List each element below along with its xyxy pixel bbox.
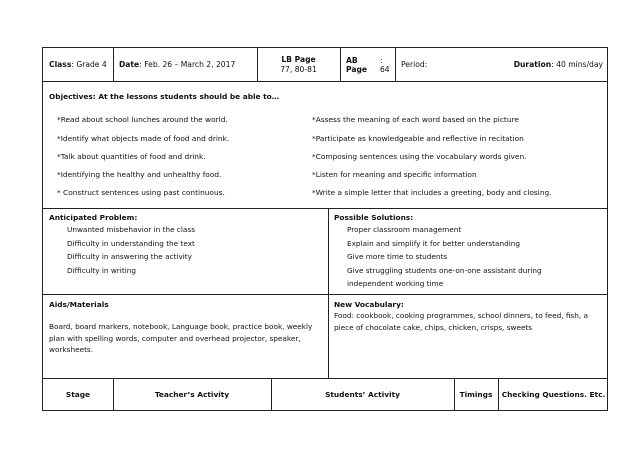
- objective-right-3: *Composing sentences using the vocabulary words given.: [312, 152, 527, 161]
- aids-heading: Aids/Materials: [49, 300, 109, 309]
- students-activity-header: Students’ Activity: [325, 390, 400, 399]
- duration-label: Duration: [513, 60, 552, 69]
- solution-item-1: Proper classroom management: [347, 225, 462, 234]
- possible-solutions: [334, 212, 604, 291]
- ab-page-cell: [346, 48, 394, 81]
- duration-value: : 40 mins/day: [551, 60, 603, 69]
- checking-questions-header: Checking Questions. Etc.: [501, 390, 606, 399]
- problem-item-2: Difficulty in understanding the text: [67, 238, 195, 248]
- objective-left-2: *Identify what objects made of food and drink.: [57, 134, 230, 143]
- lb-page-cell: [257, 48, 340, 81]
- objective-left-1: *Read about school lunches around the world.: [57, 115, 228, 124]
- problem-item-4: Difficulty in writing: [67, 265, 136, 275]
- date-cell: [119, 48, 257, 81]
- duration-cell: [493, 48, 603, 81]
- objective-right-4: *Listen for meaning and specific information: [312, 170, 477, 179]
- vocabulary-text: Food: cookbook, cooking programmes, school dinners, to feed, fish, a piece of chocolate cake, chips, chicken, crisps, sweets: [334, 311, 588, 332]
- activity-header-row: [42, 378, 608, 411]
- objective-left-3: *Talk about quantities of food and drink.: [57, 152, 206, 161]
- teacher-activity-header: Teacher’s Activity: [154, 390, 230, 399]
- objective-left-4: *Identifying the healthy and unhealthy food.: [57, 170, 222, 179]
- new-vocabulary: [334, 299, 604, 333]
- ab-page-label: AB Page: [346, 55, 368, 74]
- objective-left-5: * Construct sentences using past continuous.: [57, 188, 225, 197]
- anticipated-problems: [49, 212, 324, 277]
- aids-text: Board, board markers, notebook, Language book, practice book, weekly plan with spelling words, computer and overhead projector, speaker, worksheets.: [49, 322, 313, 355]
- lb-page-title: LB Page: [281, 54, 316, 64]
- class-value: : Grade 4: [71, 60, 107, 69]
- date-label: Date: [119, 60, 140, 69]
- stage-header: Stage: [65, 390, 91, 399]
- problems-solutions-row: [42, 208, 608, 295]
- problem-item-3: Difficulty in answering the activity: [67, 252, 192, 262]
- solution-item-5: independent working time: [347, 279, 444, 289]
- objective-right-5: *Write a simple letter that includes a greeting, body and closing.: [312, 188, 552, 197]
- class-label: Class: [49, 60, 72, 69]
- lb-page-value: 77, 80-81: [280, 64, 317, 74]
- timings-header: Timings: [459, 390, 493, 399]
- class-cell: [49, 48, 113, 81]
- vocabulary-heading: New Vocabulary:: [334, 300, 404, 309]
- header-row: [42, 47, 608, 82]
- aids-materials: [49, 299, 325, 356]
- objective-right-1: *Assess the meaning of each word based on the picture: [312, 115, 519, 124]
- aids-vocabulary-row: [42, 294, 608, 379]
- objectives-heading: Objectives: At the lessons students should be able to…: [49, 92, 280, 101]
- problem-item-1: Unwanted misbehavior in the class: [67, 225, 195, 234]
- solution-item-3: Give more time to students: [347, 252, 448, 262]
- ab-page-value: : 64: [379, 55, 390, 74]
- problems-heading: Anticipated Problem:: [49, 213, 138, 222]
- date-value: : Feb. 26 – March 2, 2017: [139, 60, 236, 69]
- objectives-section: [42, 81, 608, 209]
- period-cell: [401, 48, 501, 81]
- solutions-heading: Possible Solutions:: [334, 213, 414, 222]
- period-label: Period:: [401, 60, 428, 69]
- objective-right-2: *Participate as knowledgeable and reflective in recitation: [312, 134, 524, 143]
- solution-item-2: Explain and simplify it for better understanding: [347, 238, 521, 248]
- solution-item-4: Give struggling students one-on-one assistant during: [347, 265, 542, 275]
